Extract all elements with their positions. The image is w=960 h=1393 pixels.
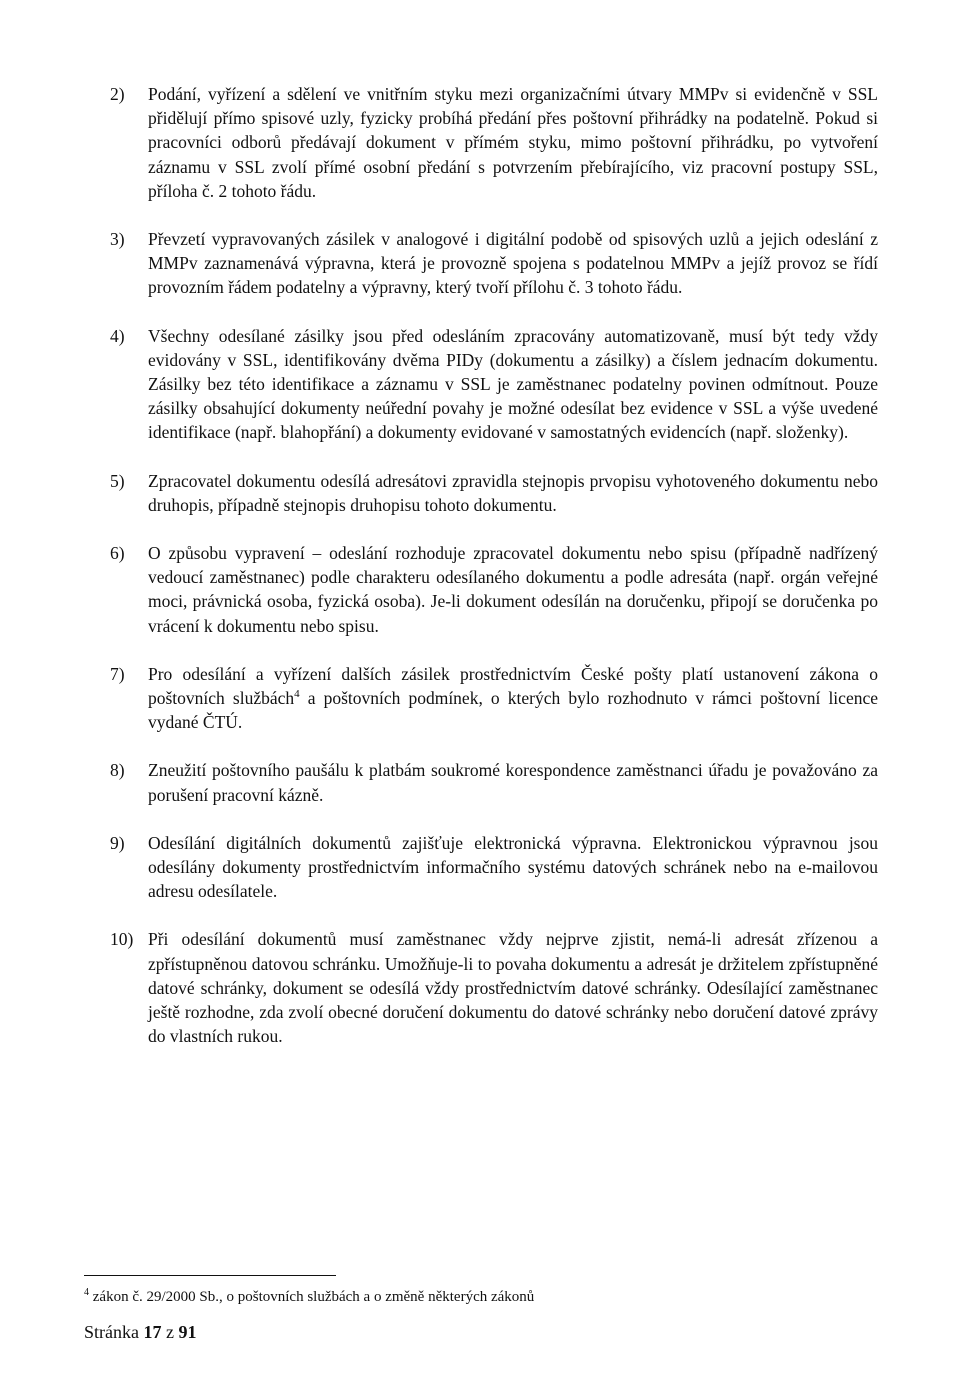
page-label: Stránka: [84, 1322, 139, 1342]
page-number: [84, 1320, 196, 1344]
item-number: 10): [110, 929, 134, 950]
item-text: Při odesílání dokumentů musí zaměstnanec vždy nejprve zjistit, nemá-li adresát zřízenou a zpřístupněnou datovou schránku. Umožňuje-li to povaha dokumentu a adresát je držitelem zpřístupněné datové schránky, dokument se odesílá vždy prostřednictvím datové schránky. Odesílající zaměstnanec ještě rozhodne, zda zvolí obecné doručení dokumentu do datové schránky nebo doručení datové zprávy do vlastních rukou.: [148, 929, 878, 1047]
item-text: Zneužití poštovního paušálu k platbám soukromé korespondence zaměstnanci úřadu je považováno za porušení pracovní kázně.: [148, 760, 878, 805]
list-item: [110, 541, 878, 638]
item-number: 6): [110, 543, 125, 564]
item-number: 2): [110, 84, 125, 104]
list-item: [110, 82, 878, 203]
item-number: 7): [110, 663, 125, 684]
item-text: Převzetí vypravovaných zásilek v analogové i digitální podobě od spisových uzlů a jejich odeslání z MMPv zaznamenává výpravna, která je provozně spojena s podatelnou MMPv a jejíž provoz se řídí provozním řádem podatelny a výpravny, který tvoří přílohu č. 3 tohoto řádu.: [148, 229, 878, 298]
page-separator: z: [165, 1322, 174, 1342]
list-item: [110, 227, 878, 300]
item-text: Všechny odesílané zásilky jsou před odesláním zpracovány automatizovaně, musí být tedy vždy evidovány v SSL, identifikovány dvěma PIDy (dokumentu a zásilky) a číslem jednacím dokumentu. Zásilky bez této identifikace a záznamu v SSL je zaměstnanec podatelny povinen odmítnout. Pouze zásilky obsahující dokumenty neúřední povahy je možné odesílat bez evidence v SSL a výše uvedené identifikace (např. blahopřání) a dokumenty evidované v samostatných evidencích (např. složenky).: [148, 325, 878, 443]
item-number: 4): [110, 325, 125, 346]
item-number: 9): [110, 832, 125, 853]
list-item: [110, 927, 878, 1048]
numbered-list: [110, 82, 878, 1073]
footnote-reference: 4: [294, 688, 300, 701]
list-item: [110, 469, 878, 517]
list-item: [110, 758, 878, 806]
total-pages: 91: [178, 1322, 197, 1342]
footnote: [84, 1287, 884, 1307]
list-item: [110, 662, 878, 735]
list-item: [110, 324, 878, 445]
item-text: Zpracovatel dokumentu odesílá adresátovi zpravidla stejnopis prvopisu vyhotoveného dokumentu nebo druhopis, případně stejnopis druhopisu tohoto dokumentu.: [148, 470, 878, 515]
item-number: 5): [110, 470, 125, 491]
item-number: 8): [110, 760, 125, 781]
item-text: [148, 662, 878, 735]
footnote-text: zákon č. 29/2000 Sb., o poštovních službách a o změně některých zákonů: [92, 1289, 535, 1305]
item-text: Odesílání digitálních dokumentů zajišťuje elektronická výpravna. Elektronickou výpravnou jsou odesílány dokumenty prostřednictvím informačního systému datových schránek nebo na e-mailovou adresu odesílatele.: [148, 832, 878, 902]
current-page: 17: [143, 1322, 162, 1342]
item-text: Podání, vyřízení a sdělení ve vnitřním styku mezi organizačními útvary MMPv si evidenčně v SSL přidělují přímo spisové uzly, fyzicky probíhá předání přes poštovní přihrádky na podatelně. Pokud si pracovníci odborů předávají dokument v přímém styku, mimo poštovní přihrádku, po vytvoření záznamu v SSL zvolí přímé osobní předání s potvrzením přebírajícího, viz pracovní postupy SSL, příloha č. 2 tohoto řádu.: [148, 84, 878, 201]
item-text-before: Pro odesílání a vyřízení dalších zásilek prostřednictvím České pošty platí ustanovení zákona o poštovních službách: [148, 663, 878, 709]
item-number: 3): [110, 229, 125, 250]
list-item: [110, 831, 878, 904]
item-text: O způsobu vypravení – odeslání rozhoduje zpracovatel dokumentu nebo spisu (případně nadřízený vedoucí zaměstnanec) podle charakteru odesílaného dokumentu a podle adresáta (např. orgán veřejné moci, právnická osoba, fyzická osoba). Je-li dokument odesílán na doručenku, připojí se doručenka po vrácení k dokumentu nebo spisu.: [148, 543, 878, 636]
item-text-after: a poštovních podmínek, o kterých bylo rozhodnuto v rámci poštovní licence vydané ČTÚ.: [148, 688, 878, 733]
footnote-divider: [84, 1275, 336, 1276]
footnote-marker: 4: [84, 1287, 89, 1298]
